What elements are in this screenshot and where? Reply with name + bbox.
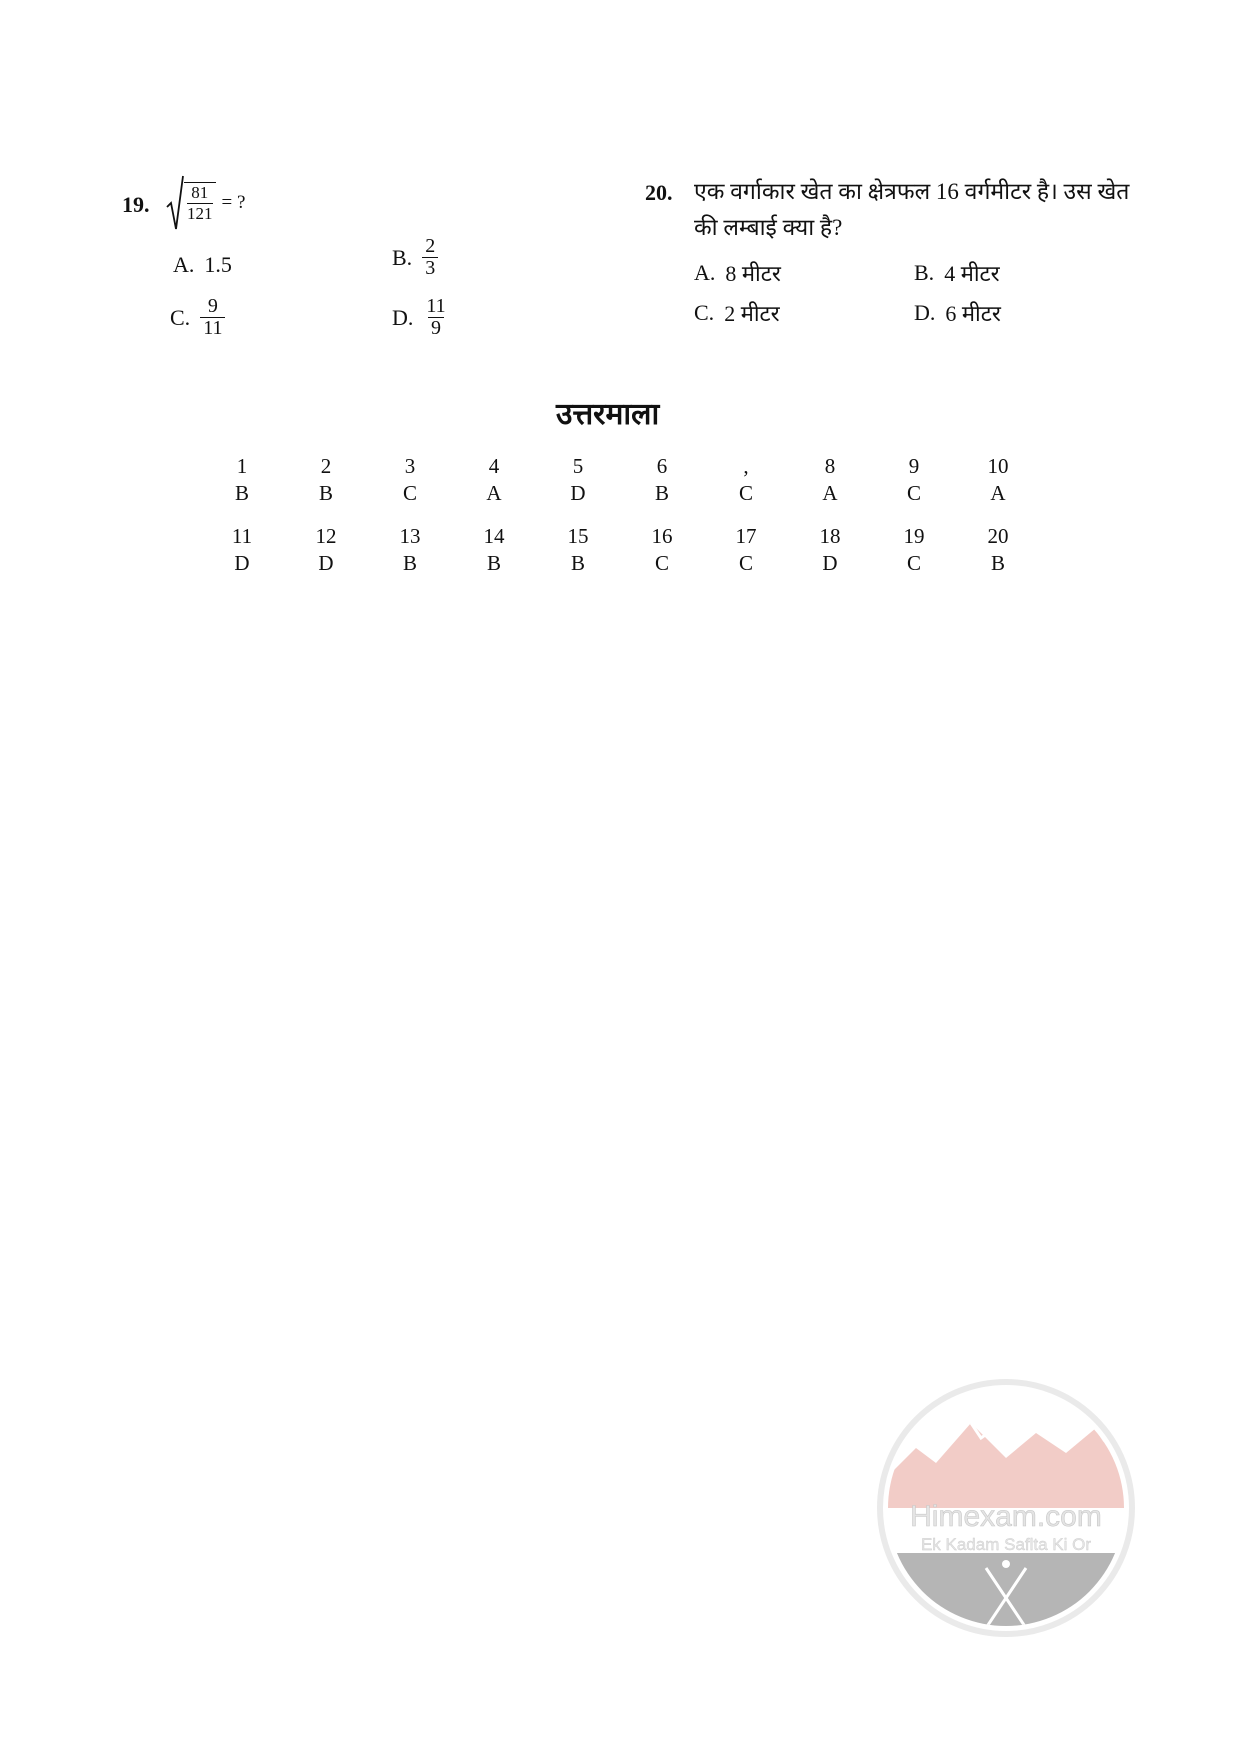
option-label: D. [392, 304, 414, 330]
option-fraction [200, 296, 225, 339]
option-value: 2 मीटर [724, 301, 780, 326]
question-number: 11 [231, 524, 253, 548]
fraction-numerator: 2 [425, 235, 436, 257]
question-20-number: 20. [645, 180, 673, 205]
answer-letter: B [402, 551, 417, 575]
answer-item [368, 453, 452, 507]
question-number: 4 [488, 454, 500, 478]
q19-option-b [392, 236, 438, 279]
question-number: 12 [315, 524, 337, 548]
answer-item [788, 453, 872, 507]
answer-item [536, 523, 620, 577]
answer-letter: C [402, 481, 417, 505]
question-number: 5 [572, 454, 584, 478]
answer-item [872, 453, 956, 507]
answer-key-row-2 [200, 523, 1040, 577]
answer-item [536, 453, 620, 507]
answer-letter: C [738, 481, 753, 505]
question-number: 1 [236, 454, 248, 478]
question-number: 2 [320, 454, 332, 478]
option-value: 1.5 [204, 252, 232, 277]
himexam-watermark-logo [876, 1378, 1136, 1638]
option-label: B. [392, 244, 413, 270]
q19-option-c [170, 296, 225, 339]
fraction-numerator: 11 [426, 295, 446, 317]
answer-item [284, 523, 368, 577]
radicand-fraction [184, 182, 216, 223]
question-number: 10 [987, 454, 1009, 478]
question-number: 16 [651, 524, 673, 548]
answer-letter: B [654, 481, 669, 505]
fraction-denominator: 3 [422, 257, 438, 279]
option-label: C. [694, 300, 715, 325]
q20-option-a [694, 258, 781, 288]
answer-item [368, 523, 452, 577]
question-20-text [694, 174, 1154, 246]
answer-letter: A [486, 481, 502, 505]
question-number: 3 [404, 454, 416, 478]
fraction-numerator: 9 [207, 295, 218, 317]
answer-letter: B [570, 551, 585, 575]
question-number: 9 [908, 454, 920, 478]
q20-option-c [694, 298, 780, 328]
question-20-line-1: एक वर्गाकार खेत का क्षेत्रफल 16 वर्गमीटर है। उस खेत [694, 179, 1130, 204]
q19-option-a [173, 252, 232, 278]
radicand-numerator: 81 [191, 183, 209, 203]
answer-letter: B [990, 551, 1005, 575]
question-19-tail: = ? [221, 192, 246, 213]
question-number: 13 [399, 524, 421, 548]
question-number: 19 [903, 524, 925, 548]
answer-item [620, 453, 704, 507]
answer-item [956, 523, 1040, 577]
answer-item [704, 523, 788, 577]
answer-letter: A [990, 481, 1006, 505]
option-label: A. [694, 260, 716, 285]
option-label: B. [914, 260, 935, 285]
q20-option-d [914, 298, 1001, 328]
answer-item [452, 523, 536, 577]
logo-tagline-text: Ek Kadam Saflta Ki Or [920, 1535, 1092, 1554]
question-19-expression [166, 175, 245, 231]
answer-letter: C [906, 551, 921, 575]
option-fraction [422, 236, 438, 279]
answer-letter: B [234, 481, 249, 505]
option-value: 8 मीटर [725, 261, 781, 286]
logo-brand-text: Himexam.com [910, 1500, 1102, 1533]
answer-letter: A [822, 481, 838, 505]
question-number: 6 [656, 454, 668, 478]
answer-letter: C [738, 551, 753, 575]
option-value: 6 मीटर [945, 301, 1001, 326]
answer-letter: D [318, 551, 334, 575]
answer-letter: D [570, 481, 586, 505]
fraction-denominator: 9 [428, 317, 444, 339]
answer-item [452, 453, 536, 507]
question-number: 20 [987, 524, 1009, 548]
answer-item [872, 523, 956, 577]
question-number: 18 [819, 524, 841, 548]
answer-item [788, 523, 872, 577]
answer-letter: C [654, 551, 669, 575]
answer-item [284, 453, 368, 507]
question-number: , [743, 454, 749, 478]
option-value: 4 मीटर [944, 261, 1000, 286]
option-label: C. [170, 304, 191, 330]
square-root-icon [166, 175, 184, 231]
fraction-denominator: 11 [200, 317, 225, 339]
option-label: A. [173, 252, 195, 277]
answer-key-row-1 [200, 453, 1040, 507]
answer-letter: D [822, 551, 838, 575]
question-20-line-2: की लम्बाई क्या है? [694, 215, 843, 240]
question-number: 14 [483, 524, 505, 548]
radicand-denominator: 121 [187, 204, 213, 223]
answer-item [620, 523, 704, 577]
question-19-number: 19. [122, 192, 150, 217]
answer-letter: B [486, 551, 501, 575]
option-fraction [423, 296, 448, 339]
question-number: 17 [735, 524, 757, 548]
answer-key-heading: उत्तरमाला [556, 397, 660, 432]
answer-item [956, 453, 1040, 507]
answer-item [200, 523, 284, 577]
answer-letter: B [318, 481, 333, 505]
q20-option-b [914, 258, 1000, 288]
question-number: 15 [567, 524, 589, 548]
answer-item [200, 453, 284, 507]
answer-letter: D [234, 551, 250, 575]
question-number: 8 [824, 454, 836, 478]
answer-item [704, 453, 788, 507]
option-label: D. [914, 300, 936, 325]
q19-option-d [392, 296, 449, 339]
himexam-logo-icon [876, 1378, 1136, 1638]
answer-letter: C [906, 481, 921, 505]
